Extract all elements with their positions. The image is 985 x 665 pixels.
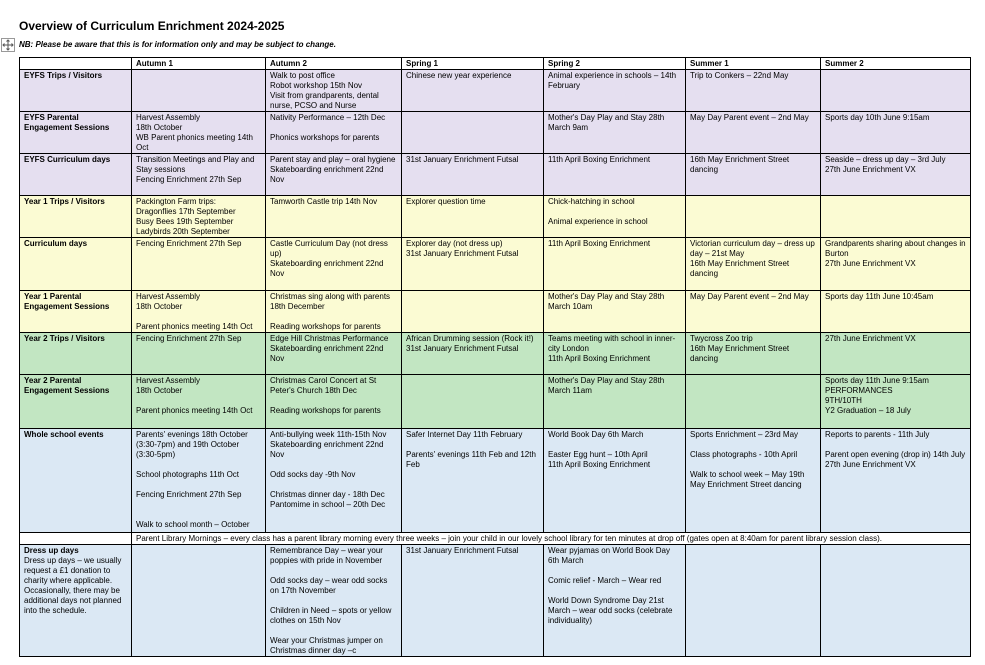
header-summer-1: Summer 1 bbox=[686, 58, 821, 70]
cell-text: May Day Parent event – 2nd May bbox=[690, 292, 809, 302]
table-cell bbox=[821, 333, 971, 375]
cell-text: Trip to Conkers – 22nd May bbox=[690, 71, 789, 80]
dress-up-description: Dress up days – we usually request a £1 donation to charity where applicable. Occasionally, there may be additional days not planned into the schedule. bbox=[24, 555, 124, 615]
table-cell bbox=[686, 544, 821, 656]
cell-text: Remembrance Day – wear your poppies with pride in November Odd socks day – wear odd socks on 17th November Children in Need – spots or yellow clothes on 15th Nov Wear your Christmas jumper on Christmas dinner day –c bbox=[270, 545, 392, 655]
cell-text: Transition Meetings and Play and Stay sessions Fencing Enrichment 27th Sep bbox=[136, 155, 255, 185]
table-cell bbox=[821, 428, 971, 532]
table-cell bbox=[544, 196, 686, 238]
cell-text: Sports day 10th June 9:15am bbox=[825, 113, 930, 123]
table-cell bbox=[686, 196, 821, 238]
cell-text: Mother's Day Play and Stay 28th March 11am bbox=[548, 376, 667, 396]
table-cell bbox=[544, 154, 686, 196]
cell-text: Explorer day (not dress up) 31st January Enrichment Futsal bbox=[406, 239, 519, 259]
cell-text: Safer Internet Day 11th February Parents' evenings 11th Feb and 12th Feb bbox=[406, 429, 536, 469]
row-label: EYFS Parental Engagement Sessions bbox=[20, 112, 132, 154]
cell-text: 27th June Enrichment VX bbox=[825, 334, 916, 344]
library-banner-row bbox=[20, 532, 971, 544]
row-label: EYFS Curriculum days bbox=[20, 154, 132, 196]
table-cell bbox=[686, 238, 821, 291]
cell-text: Castle Curriculum Day (not dress up) Skateboarding enrichment 22nd Nov bbox=[270, 239, 388, 279]
table-cell bbox=[266, 238, 402, 291]
table-cell bbox=[266, 70, 402, 112]
table-cell bbox=[402, 196, 544, 238]
table-cell bbox=[544, 238, 686, 291]
table-cell bbox=[686, 291, 821, 333]
header-spring-2: Spring 2 bbox=[544, 58, 686, 70]
table-cell bbox=[132, 428, 266, 532]
cell-text: Tamworth Castle trip 14th Nov bbox=[270, 197, 378, 207]
cell-text: Chinese new year experience bbox=[406, 71, 512, 80]
table-row bbox=[20, 333, 971, 375]
cell-text: 31st January Enrichment Futsal bbox=[406, 545, 519, 555]
cell-text: African Drumming session (Rock it!) 31st January Enrichment Futsal bbox=[406, 334, 534, 354]
row-label: Whole school events bbox=[20, 428, 132, 532]
cell-text: Parents' evenings 18th October (3:30-7pm) and 19th October (3:30-5pm) School photographs 11th Oct Fencing Enrichment 27th Sep Walk to school month – October bbox=[136, 429, 250, 529]
table-cell bbox=[821, 238, 971, 291]
dress-up-label-cell bbox=[20, 544, 132, 656]
table-cell bbox=[266, 196, 402, 238]
table-cell bbox=[686, 375, 821, 428]
table-cell bbox=[821, 70, 971, 112]
cell-text: Sports day 11th June 10:45am bbox=[825, 292, 934, 302]
table-cell bbox=[686, 333, 821, 375]
table-cell bbox=[686, 428, 821, 532]
row-label: EYFS Trips / Visitors bbox=[20, 70, 132, 112]
cell-text: Twycross Zoo trip 16th May Enrichment Street dancing bbox=[690, 334, 790, 364]
table-cell bbox=[132, 333, 266, 375]
cell-text: Teams meeting with school in inner-city London 11th April Boxing Enrichment bbox=[548, 334, 676, 364]
cell-text: Explorer question time bbox=[406, 197, 486, 207]
cell-text: 16th May Enrichment Street dancing bbox=[690, 155, 792, 175]
cell-text: Harvest Assembly 18th October Parent phonics meeting 14th Oct bbox=[136, 292, 253, 332]
header-blank bbox=[20, 58, 132, 70]
header-summer-2: Summer 2 bbox=[821, 58, 971, 70]
header-autumn-2: Autumn 2 bbox=[266, 58, 402, 70]
cell-text: Animal experience in schools – 14th February bbox=[548, 71, 679, 90]
table-cell bbox=[402, 544, 544, 656]
table-cell bbox=[544, 112, 686, 154]
table-cell bbox=[402, 428, 544, 532]
table-row bbox=[20, 428, 971, 532]
cell-text: May Day Parent event – 2nd May bbox=[690, 113, 809, 123]
table-cell bbox=[132, 196, 266, 238]
cell-text: Wear pyjamas on World Book Day 6th March Comic relief - March – Wear red World Down Syndrome Day 21st March – wear odd socks (celebrate individuality) bbox=[548, 545, 673, 625]
table-row bbox=[20, 196, 971, 238]
cell-text: Seaside – dress up day – 3rd July 27th June Enrichment VX bbox=[825, 155, 946, 175]
table-cell bbox=[544, 544, 686, 656]
table-cell bbox=[686, 112, 821, 154]
table-cell bbox=[821, 154, 971, 196]
table-cell bbox=[132, 238, 266, 291]
table-row bbox=[20, 70, 971, 112]
cell-text: Chick-hatching in school Animal experience in school bbox=[548, 197, 648, 227]
cell-text: World Book Day 6th March Easter Egg hunt – 10th April 11th April Boxing Enrichment bbox=[548, 429, 651, 469]
table-row bbox=[20, 112, 971, 154]
cell-text: Parent stay and play – oral hygiene Skateboarding enrichment 22nd Nov bbox=[270, 155, 396, 185]
row-label: Year 2 Trips / Visitors bbox=[20, 333, 132, 375]
cell-text: Anti-bullying week 11th-15th Nov Skateboarding enrichment 22nd Nov Odd socks day -9th Nov Christmas dinner day - 18th Dec Pantomime in school – 20th Dec bbox=[270, 429, 387, 509]
table-cell bbox=[132, 544, 266, 656]
table-cell bbox=[402, 70, 544, 112]
table-cell bbox=[402, 333, 544, 375]
table-cell bbox=[686, 154, 821, 196]
disclaimer-note: NB: Please be aware that this is for information only and may be subject to change. bbox=[19, 40, 336, 49]
table-move-handle-icon[interactable] bbox=[1, 38, 15, 52]
table-cell bbox=[821, 196, 971, 238]
row-label: Year 1 Parental Engagement Sessions bbox=[20, 291, 132, 333]
table-cell bbox=[266, 333, 402, 375]
cell-text: Fencing Enrichment 27th Sep bbox=[136, 239, 242, 249]
table-cell bbox=[132, 70, 266, 112]
cell-text: Sports Enrichment – 23rd May Class photographs - 10th April Walk to school week – May 19th May Enrichment Street dancing bbox=[690, 429, 805, 489]
dress-up-label: Dress up days bbox=[24, 545, 79, 555]
table-cell bbox=[544, 428, 686, 532]
table-cell bbox=[402, 291, 544, 333]
table-cell bbox=[402, 238, 544, 291]
library-banner: Parent Library Mornings – every class has a parent library morning every three weeks – join your child in our lovely school library for ten minutes at drop off (gates open at 8:40am for parent library session class). bbox=[132, 532, 971, 544]
cell-text: Packington Farm trips: Dragonflies 17th September Busy Bees 19th September Ladybirds 20th September bbox=[136, 197, 236, 237]
table-cell bbox=[402, 154, 544, 196]
table-cell bbox=[132, 291, 266, 333]
cell-text: Reports to parents - 11th July Parent open evening (drop in) 14th July 27th June Enrichment VX bbox=[825, 429, 966, 469]
table-cell bbox=[132, 112, 266, 154]
enrichment-table bbox=[19, 57, 971, 657]
page-title: Overview of Curriculum Enrichment 2024-2025 bbox=[19, 19, 285, 33]
banner-spacer bbox=[20, 532, 132, 544]
table-cell bbox=[402, 112, 544, 154]
table-cell bbox=[544, 375, 686, 428]
table-cell bbox=[544, 70, 686, 112]
cell-text: Mother's Day Play and Stay 28th March 9am bbox=[548, 113, 667, 133]
table-cell bbox=[266, 112, 402, 154]
table-row bbox=[20, 154, 971, 196]
table-cell bbox=[686, 70, 821, 112]
cell-text: Mother's Day Play and Stay 28th March 10am bbox=[548, 292, 667, 312]
table-cell bbox=[266, 428, 402, 532]
header-row bbox=[20, 58, 971, 70]
cell-text: 11th April Boxing Enrichment bbox=[548, 239, 651, 249]
table-cell bbox=[544, 333, 686, 375]
table-cell bbox=[266, 375, 402, 428]
cell-text: Fencing Enrichment 27th Sep bbox=[136, 334, 242, 344]
row-label: Year 2 Parental Engagement Sessions bbox=[20, 375, 132, 428]
cell-text: Victorian curriculum day – dress up day – 21st May 16th May Enrichment Street dancing bbox=[690, 239, 815, 279]
cell-text: Harvest Assembly 18th October Parent phonics meeting 14th Oct bbox=[136, 376, 253, 416]
cell-text: Nativity Performance – 12th Dec Phonics workshops for parents bbox=[270, 113, 386, 143]
cell-text: Edge Hill Christmas Performance Skateboarding enrichment 22nd Nov bbox=[270, 334, 389, 364]
header-autumn-1: Autumn 1 bbox=[132, 58, 266, 70]
table-cell bbox=[544, 291, 686, 333]
table-row bbox=[20, 238, 971, 291]
header-spring-1: Spring 1 bbox=[402, 58, 544, 70]
table-cell bbox=[266, 291, 402, 333]
cell-text: Walk to post office Robot workshop 15th Nov Visit from grandparents, dental nurse, PCSO and Nurse bbox=[270, 71, 379, 110]
table-cell bbox=[402, 375, 544, 428]
table-cell bbox=[132, 154, 266, 196]
table-cell bbox=[266, 154, 402, 196]
table-cell bbox=[821, 112, 971, 154]
cell-text: 11th April Boxing Enrichment bbox=[548, 155, 651, 165]
cell-text: 31st January Enrichment Futsal bbox=[406, 155, 519, 165]
cell-text: Harvest Assembly 18th October WB Parent phonics meeting 14th Oct bbox=[136, 113, 253, 153]
table-row bbox=[20, 291, 971, 333]
table-cell bbox=[821, 375, 971, 428]
table-cell bbox=[132, 375, 266, 428]
cell-text: Christmas Carol Concert at St Peter's Church 18th Dec Reading workshops for parents bbox=[270, 376, 381, 416]
table-cell bbox=[266, 544, 402, 656]
row-label: Year 1 Trips / Visitors bbox=[20, 196, 132, 238]
table-cell bbox=[821, 544, 971, 656]
table-row bbox=[20, 375, 971, 428]
cell-text: Sports day 11th June 9:15am PERFORMANCES 9TH/10TH Y2 Graduation – 18 July bbox=[825, 376, 929, 416]
cell-text: Grandparents sharing about changes in Burton 27th June Enrichment VX bbox=[825, 239, 966, 269]
dress-up-row bbox=[20, 544, 971, 656]
table-cell bbox=[821, 291, 971, 333]
row-label: Curriculum days bbox=[20, 238, 132, 291]
cell-text: Christmas sing along with parents 18th December Reading workshops for parents bbox=[270, 292, 391, 332]
